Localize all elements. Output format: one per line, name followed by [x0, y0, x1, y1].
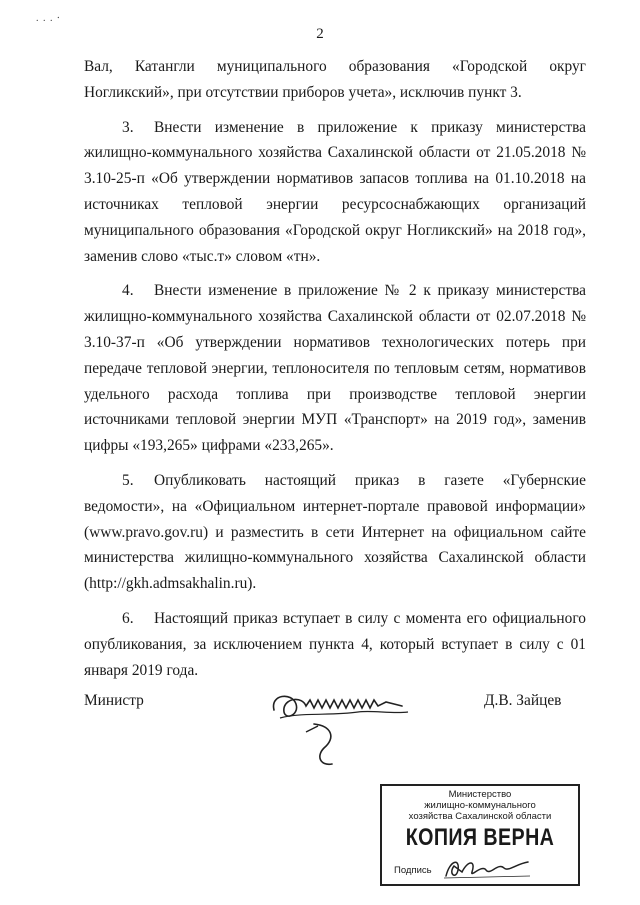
corner-mark: . . . ⸱ [36, 13, 61, 24]
certified-copy-stamp [380, 784, 580, 886]
paragraph-number: 5. [122, 471, 134, 489]
stamp-sign-label: Подпись [394, 865, 432, 876]
paragraph-text: Внести изменение в приложение № 2 к приказу министерства жилищно-коммунального хозяйства Сахалинской области от 02.07.2018 № 3.10-37-п «Об утверждении нормативов технологических потерь при передаче тепловой энергии, теплоносителя по тепловым сетям, нормативов удельного расхода топлива при производстве тепловой энергии источниками тепловой энергии МУП «Транспорт» на 2019 год», заменив цифры «193,265» цифрами «233,265». [84, 282, 586, 455]
paragraph-3 [84, 115, 586, 270]
paragraph-text: Внести изменение в приложение к приказу министерства жилищно-коммунального хозяйства Сахалинской области от 21.05.2018 № 3.10-25-п «Об утверждении нормативов запасов топлива на 01.10.2018 на источниках тепловой энергии ресурсоснабжающих организаций муниципального образования «Городской округ Ногликский» на 2018 год», заменив слово «тыс.т» словом «тн». [84, 118, 586, 265]
stamp-line: хозяйства Сахалинской области [408, 811, 552, 822]
page-number: 2 [316, 26, 324, 42]
paragraph-5 [84, 468, 586, 597]
paragraph-text: Настоящий приказ вступает в силу с момента его официального опубликования, за исключением пункта 4, который вступает в силу с 01 января 2019 года. [84, 609, 586, 679]
paragraph-continuation [84, 54, 586, 106]
stamp-signature [442, 854, 532, 882]
paragraph-text: Вал, Катангли муниципального образования «Городской округ Ногликский», при отсутствии приборов учета», исключив пункт 3. [84, 58, 586, 101]
signatory-name: Д.В. Зайцев [484, 692, 562, 709]
paragraph-number: 4. [122, 282, 134, 300]
stamp-line: Министерство [448, 789, 512, 800]
signatory-position: Министр [84, 692, 144, 709]
stamp-title: КОПИЯ ВЕРНА [405, 824, 555, 851]
paragraph-number: 3. [122, 118, 134, 136]
handwritten-signature [262, 672, 412, 772]
stamp-line: жилищно-коммунального [424, 800, 536, 811]
paragraph-text: Опубликовать настоящий приказ в газете «Губернские ведомости», на «Официальном интернет-портале правовой информации» (www.pravo.gov.ru) и разместить в сети Интернет на официальном сайте министерства жилищно-коммунального хозяйства Сахалинской области (http://gkh.admsakhalin.ru). [84, 471, 586, 593]
paragraph-4 [84, 278, 586, 459]
document-body [84, 54, 586, 683]
paragraph-number: 6. [122, 609, 134, 627]
